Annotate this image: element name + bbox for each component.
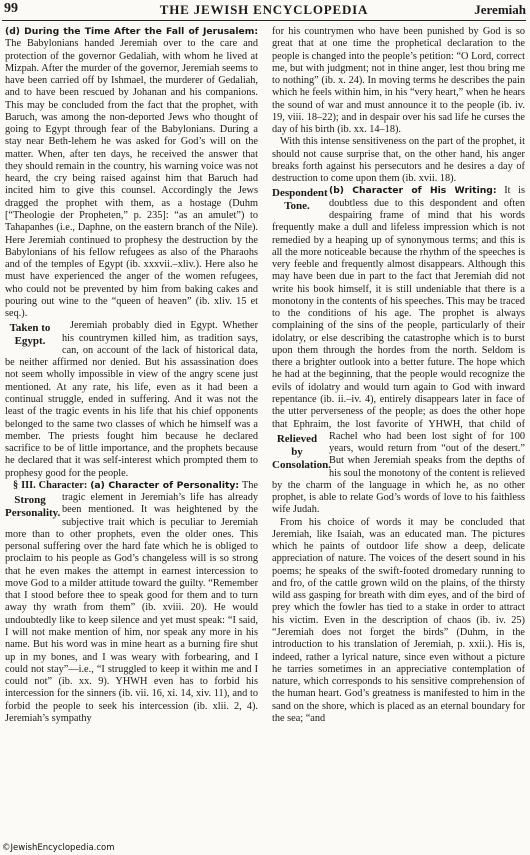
headword: Jeremiah <box>474 2 526 17</box>
paragraph-death-in-egypt <box>5 320 258 479</box>
subsection-heading-b: (b) Character of His Writing: <box>329 185 497 197</box>
section-number: § III. <box>13 479 36 491</box>
paragraph-text: Jeremiah probably died in Egypt. Whether his countrymen killed him, as tradition says, can, on account of the lack of historical data, be neither affirmed nor denied. But his assassination does not seem wholly impossible in view of the angry scene just mentioned. At any rate, his life, even as it had been a continual struggle, ended in suffering. And it was not the least of the tragic events in his life that his chief opponents belonged to the same two classes of which he himself was a member. The priests fought him because he declared sacrifice to be of little importance, and the prophets because he declared that it was self-interest which prompted them to prophesy good for the people. <box>5 320 258 479</box>
paragraph-fall-of-jerusalem <box>5 26 258 320</box>
section-title: Character: <box>38 479 88 491</box>
paragraph-choice-of-words: From his choice of words it may be concluded that Jeremiah, like Isaiah, was an educated man. The pictures which he paints of outdoor life show a deep, delicate appreciation of nature. The voices of the desert sound in his poems; he speaks of the swift-footed dromedary running to and fro, of the cattle grown wild on the plains, of the thirsty wild ass gasping for breath with dim eyes, and of the bird of prey which the fowler has tied to a stake in order to attract his victim. Even in the description of chaos (ib. iv. 25) “Jeremiah does not forget the birds” (Duhm, in the introduction to his translation of Jeremiah, p. xxii.). His is, indeed, rather a lyrical nature, since even without a picture he tarries sometimes in an appreciative contemplation of nature, which corresponds to his sensitive comprehension of the human heart. God’s greatness is manifested to him in the sand on the shore, which is placed as an eternal boundary for the sea; “and <box>272 516 525 724</box>
paragraph-continued: for his countrymen who have been punished by God is so great that at one time the prophetical declaration to the people is changed into the people’s petition: “O Lord, correct me, but with judgment; not in thine anger, lest thou bring me to nothing” (ib. x. 24). In moving terms he describes the pain which he feels within him, in his “very heart,” when he hears the sound of war and must announce it to the people (ib. iv. 19, viii. 18–22); and in despair over his sad life he curses the day of his birth (ib. xx. 14–18). <box>272 26 525 136</box>
left-column <box>5 26 258 838</box>
subsection-heading-a: (a) Character of Personality: <box>90 479 240 491</box>
page-number: 99 <box>4 1 18 16</box>
page-header <box>2 0 526 21</box>
margin-note-despondent-tone: Despondent Tone. <box>272 187 328 213</box>
paragraph-text: It is doubtless due to this despondent and often despairing frame of mind that his words frequently make a dull and lifeless impression which is not remedied by a heaping up of synonymous terms; and this is all the more noticeable because the rhythm of the speeches is very feeble and frequently almost disappears. Although this may have been due in part to the fact that Jeremiah did not write his book himself, it is still undeniable that there is a monotony in the contents of his speeches. This may be traced to the conditions of his age. The prophet is always complaining of the sins of the people, particularly of their idolatry, or else describing the catastrophe which is to burst upon them through the hordes from the north. Seldom is there a brighter outlook into a better future. The hope which he had at the beginning, that the people would recognize the evils of idolatry and would turn again to God with inward repentance (ib. ii.–iv. 4), entirely disappears later in face of the utter perverseness of the people; as does the other hope that Ephraim, the lost favorite of YHWH, that child of Rachel Relieved by Consolation. who had been lost sight of for 100 years, would return from “out of the desert.” But when Jeremiah speaks from the depths of his soul the monotony of the content is relieved by the charm of the language in which he, as no other prophet, is able to relate God’s words of love to his faithless wife Judah. <box>272 185 525 516</box>
paragraph-writing <box>272 185 525 516</box>
margin-note-relieved-by-consolation: Relieved by Consolation. <box>272 432 331 471</box>
margin-note-strong-personality: Strong Personality. <box>5 494 61 520</box>
paragraph-sensitiveness: With this intense sensitiveness on the part of the prophet, it should not cause surprise that, on the other hand, his anger breaks forth against his persecutors and he desires a day of destruction to come upon them (ib. xvii. 18). <box>272 136 525 185</box>
running-title: THE JEWISH ENCYCLOPEDIA <box>159 2 369 17</box>
footer-credit: ©JewishEncyclopedia.com <box>2 843 115 853</box>
paragraph-text: The Babylonians handed Jeremiah over to the care and protection of the governor Gedaliah, with whom he lived at Mizpah. After the murder of the governor, Jeremiah seems to have been carried off by Ishmael, the murderer of Gedaliah, and to have been rescued by Johanan and his companions. This may be concluded from the fact that the prophet, with Baruch, was among the non-deported Jews who thought of going to Egypt through fear of the Babylonians. During a stay near Beth-lehem he was asked for God’s will on the matter. When, after ten days, he received the answer that they should remain in the country, his warning voice was not heard, the cry being raised against him that Baruch had incited him to give this counsel. Accordingly the Jews dragged the prophet with them, as a hostage (Duhm [“Theologie der Propheten,” p. 235]: “as an amulet”) to Tahapanhes (i.e., Daphne, on the eastern branch of the Nile). Here Jeremiah continued to prophesy the destruction by the Babylonians of his fellow refugees as also of the Pharaohs and of the temples of Egypt (ib. xxxvii.–xliv.). Here also he must have experienced the anger of the women refugees, who could not be prevented by him from baking cakes and pouring out wine to the “queen of heaven” (ib. xliv. 15 et seq.). <box>5 38 258 320</box>
subsection-heading-d: (d) During the Time After the Fall of Jerusalem: <box>5 26 258 37</box>
right-column <box>272 26 525 838</box>
paragraph-character <box>5 480 258 725</box>
paragraph-text: The tragic element in Jeremiah’s life has already been mentioned. It was heightened by the subjective trait which is peculiar to Jeremiah more than to other prophets, even the older ones. This personal suffering over the hard fate which he is obliged to proclaim to his people as God’s changeless will is so strong that he even makes the attempt in earnest intercession to move God to a milder attitude toward the guilty. “Remember that I stood before thee to speak good for them and to turn away thy wrath from them” (ib. xviii. 20). He would undoubtedly like to keep silence and yet must speak: “I said, I will not make mention of him, nor speak any more in his name. But his word was in mine heart as a burning fire shut up in my bones, and I was weary with forbearing, and I could not stay”—i.e., “I struggled to keep it within me and I could not” (ib. xx. 9). YHWH even has to forbid his intercession for the sinners (ib. vii. 16, xi. 14, xiv. 11), and to forbid the people to seek his intercession (ib. xlii. 2, 4). Jeremiah’s sympathy <box>5 479 258 724</box>
margin-note-taken-to-egypt: Taken to Egypt. <box>9 322 51 348</box>
